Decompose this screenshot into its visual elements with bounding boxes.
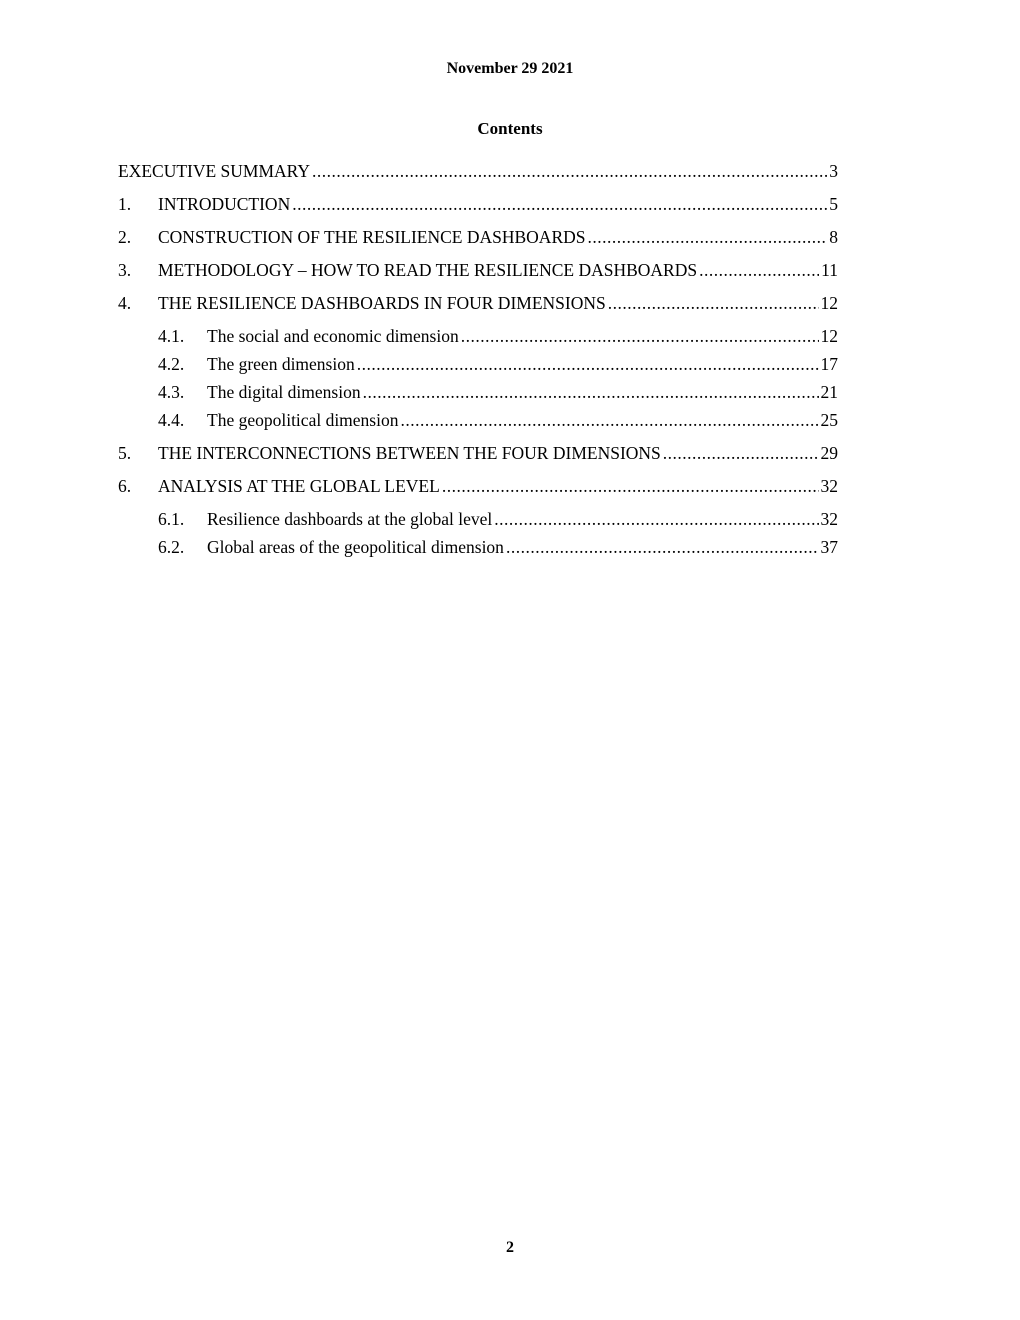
dot-leader — [494, 509, 818, 530]
dot-leader — [461, 326, 819, 347]
dot-leader — [699, 260, 819, 281]
toc-entry-number: 4.2. — [158, 354, 185, 374]
toc-entry-methodology[interactable] — [118, 260, 838, 293]
document-date: November 29 2021 — [446, 60, 574, 77]
toc-subentry-geopolitical[interactable] — [118, 410, 838, 443]
toc-entry-title: INTRODUCTION — [158, 194, 291, 214]
toc-entry-title: CONSTRUCTION OF THE RESILIENCE DASHBOARDS — [158, 227, 586, 247]
toc-entry-introduction[interactable] — [118, 194, 838, 227]
toc-entry-page: 12 — [820, 293, 838, 313]
toc-entry-number: 2. — [118, 227, 132, 247]
toc-entry-page: 37 — [820, 537, 838, 557]
toc-entry-number: 4.4. — [158, 410, 185, 430]
toc-entry-number: 3. — [118, 260, 132, 280]
toc-entry-title: The social and economic dimension — [207, 326, 459, 346]
toc-entry-title: Resilience dashboards at the global level — [207, 509, 493, 529]
toc-entry-title: THE RESILIENCE DASHBOARDS IN FOUR DIMENSIONS — [158, 293, 606, 313]
toc-entry-interconnections[interactable] — [118, 443, 838, 476]
toc-entry-title: EXECUTIVE SUMMARY — [118, 161, 311, 181]
toc-entry-construction[interactable] — [118, 227, 838, 260]
dot-leader — [292, 194, 827, 215]
toc-entry-page: 11 — [821, 260, 838, 280]
toc-entry-number: 5. — [118, 443, 132, 463]
dot-leader — [608, 293, 819, 314]
toc-entry-page: 32 — [820, 476, 838, 496]
toc-subentry-global-dashboards[interactable] — [118, 509, 838, 537]
toc-subentry-social-economic[interactable] — [118, 326, 838, 354]
toc-entry-page: 25 — [820, 410, 838, 430]
toc-entry-title: ANALYSIS AT THE GLOBAL LEVEL — [158, 476, 440, 496]
toc-entry-title: The geopolitical dimension — [207, 410, 399, 430]
toc-entry-number: 6.1. — [158, 509, 185, 529]
toc-entry-title: METHODOLOGY – HOW TO READ THE RESILIENCE DASHBOARDS — [158, 260, 698, 280]
toc-entry-number: 6.2. — [158, 537, 185, 557]
page-number: 2 — [506, 1239, 514, 1256]
toc-entry-number: 1. — [118, 194, 132, 214]
toc-entry-page: 21 — [820, 382, 838, 402]
dot-leader — [588, 227, 828, 248]
toc-subentry-global-areas[interactable] — [118, 537, 838, 565]
dot-leader — [400, 410, 818, 431]
toc-entry-page: 32 — [820, 509, 838, 529]
dot-leader — [357, 354, 819, 375]
toc-entry-title: The digital dimension — [207, 382, 361, 402]
toc-entry-global-analysis[interactable] — [118, 476, 838, 509]
dot-leader — [363, 382, 819, 403]
toc-subentry-green[interactable] — [118, 354, 838, 382]
dot-leader — [663, 443, 819, 464]
toc-entry-page: 17 — [820, 354, 838, 374]
toc-entry-title: The green dimension — [207, 354, 355, 374]
toc-entry-title: THE INTERCONNECTIONS BETWEEN THE FOUR DIMENSIONS — [158, 443, 661, 463]
dot-leader — [442, 476, 819, 497]
toc-entry-number: 4.1. — [158, 326, 185, 346]
toc-entry-page: 29 — [820, 443, 838, 463]
dot-leader — [312, 161, 827, 182]
toc-heading: Contents — [477, 119, 543, 138]
toc-entry-page: 8 — [829, 227, 838, 247]
toc-entry-title: Global areas of the geopolitical dimension — [207, 537, 504, 557]
toc-entry-four-dimensions[interactable] — [118, 293, 838, 326]
toc-entry-number: 4. — [118, 293, 132, 313]
toc-entry-page: 3 — [829, 161, 838, 181]
toc-entry-page: 5 — [829, 194, 838, 214]
table-of-contents — [118, 161, 838, 565]
toc-subentry-digital[interactable] — [118, 382, 838, 410]
toc-entry-number: 4.3. — [158, 382, 185, 402]
toc-entry-number: 6. — [118, 476, 132, 496]
dot-leader — [506, 537, 819, 558]
toc-entry-page: 12 — [820, 326, 838, 346]
toc-entry-executive-summary[interactable] — [118, 161, 838, 194]
